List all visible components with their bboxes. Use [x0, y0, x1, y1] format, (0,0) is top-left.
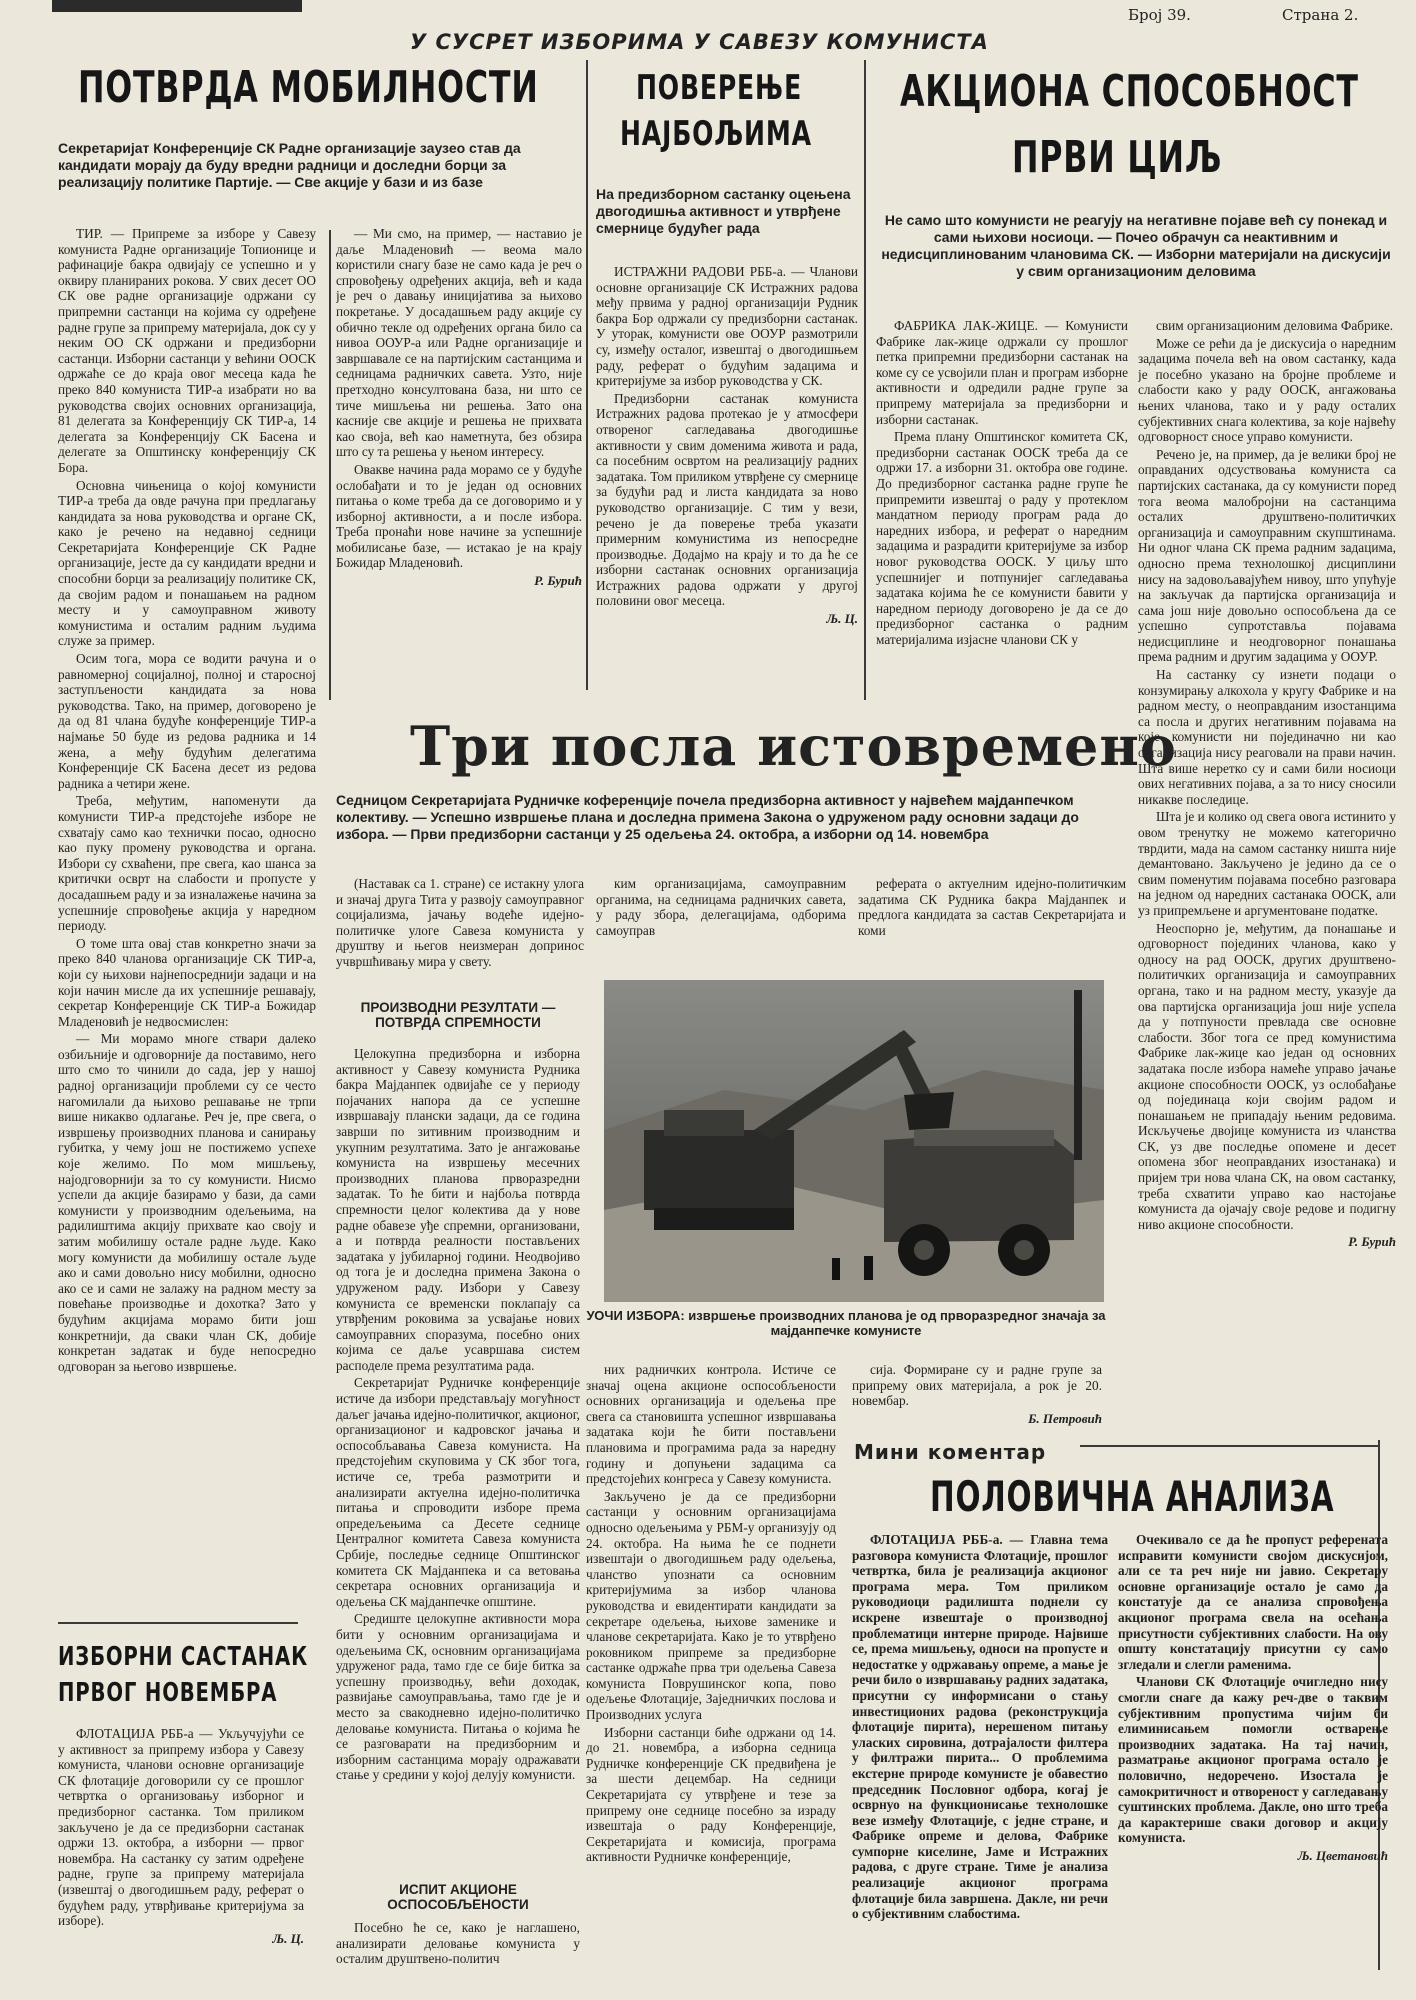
paragraph: свим организационим деловима Фабрике.: [1156, 318, 1394, 333]
article4-column-2: [586, 1362, 836, 1992]
article2-headline-line2: НАЈБОЉИМА: [620, 114, 812, 154]
page-number: Страна 2.: [1282, 6, 1359, 24]
article4-subhead-2: ИСПИТ АКЦИОНЕ ОСПОСОБЉЕНОСТИ: [387, 1882, 529, 1912]
issue-number: Број 39.: [1128, 6, 1191, 24]
article4-column-1: [336, 1046, 580, 1876]
paragraph: На састанку су изнети подаци о конзумирању алкохола у кругу Фабрике и на радном месту, о неоправданим изостанцима са посла и других негативним појавама на које комунисти ни појединачно ни као организација нису реаговали на прави начин. Шта више неретко су и сами били носиоци ових негативних појава, а за то нису сносили никакве последице.: [1138, 667, 1396, 807]
paragraph: ким организацијама, самоуправним органима, на седницама радничких савета, у раду збора, делегацијама, одборима самоуправ: [596, 876, 846, 938]
article3-headline-line1: АКЦИОНА СПОСОБНОСТ: [900, 66, 1359, 117]
paragraph: Шта је и колико од свега овога истинито у овом тренутку не можемо категорично тврдити, мада на самом састанку ништа није демантовано. Закључено је једино да се о свим поменутим појавама посебно разговара на једном од наредних састанака ООСК, али уз припремљене и аргументоване податке.: [1138, 809, 1396, 918]
photo-illustration: [604, 980, 1104, 1302]
column-rule: [864, 60, 866, 700]
article1-lead: Секретаријат Конференције СК Радне организације заузео став да кандидати морају да буду вредни радници и доследни борци за реализацију политике Партије. — Све акције у бази и из базе: [58, 140, 521, 190]
paragraph: сија. Формиране су и радне групе за припрему ових материјала, а рок је 20. новембар.: [852, 1362, 1102, 1409]
article3-column-1: [876, 318, 1128, 698]
paragraph: Речено је, на пример, да је велики број не оправданих одсуствовања комуниста са партијских састанака, да су комунисти поред тога веома малобројни на састанцима осталих друштвено-политичких организација и самоуправним скупштинама. Ни одног члана СК према радним задацима, односно према технолошкој дисциплини нису на задовољавајућем нивоу, што упућује на закључак да партијска организација и сама још није довољно оспособљена да се успешно супротставља појавама недисциплине и неодговорног понашања према радним и другим задацима у ООУР.: [1138, 446, 1396, 665]
paragraph: Осим тога, мора се водити рачуна и о равномерној социјалној, полној и старосној заступљености кандидата за нова руководства. Тако, на пример, договорено је да од 81 члана будуће конференције ТИР-а најмање 50 буде из редова радника и 14 жена, а међу будућим делегатима Конференције СК Басена десет из редова радника а четири жене.: [58, 651, 316, 791]
article1-column-2: [336, 226, 582, 696]
paragraph: Основна чињеница о којој комунисти ТИР-а треба да овде рачуна при предлагању кандидата за нова руководства и органе СК, како је речено на недавној седници Секретаријата Конференције СК Радне организације, јесте да су кандидати вредни и способни борци за реализацију политике СК, да својим радом и понашањем на радном месту и у самоуправном животу комунистима и осталим радним људима служе за пример.: [58, 477, 316, 649]
paragraph: ФЛОТАЦИЈА РББ-а — Укључујући се у активност за припрему избора у Савезу комуниста, чланови основне организације СК флотације договорили су се прошлог четвртка о организовању изборног и предизборног састанка. Том приликом закључено је да се предизборни састанак одржи 13. октобра, а изборни — првог новембра. На састанку су затим одређене радне, групе за припрему материјала (извештај о двогодишњем раду, реферат о будућем раду, утврђивање критеријума за изборе).: [58, 1726, 304, 1929]
paragraph: Целокупна предизборна и изборна активност у Савезу комуниста Рудника бакра Мајданпек одвијаће се у периоду појачаних напора да се успешне извршавају плански задаци, да се година заврши по зитивним производним и укупним резултатима. Зато је ангажовање комуниста на извршењу месечних производних планова прворазредни задатак. То ће бити и најбоља потврда спремности целог колектива да у нове радне обавезе уђе спремни, организовани, а и потврда реалности постављених задатака у јубиларној години. Неодвојиво од тога је и доследна примена Закона о удруженом раду. Избори у Савезу комуниста се временски поклапају са утврђеним роковима за усвајање нових самоуправних споразума, посебно оних којима се даље усавршава систем расподеле према резултатима рада.: [336, 1046, 580, 1373]
article4-top-column-2: [596, 876, 846, 976]
photo-caption: УОЧИ ИЗБОРА: извршење производних планова је од прворазредног значаја за мајданпечке комунисте: [586, 1308, 1106, 1338]
masthead-strip: [52, 0, 302, 12]
article1-signature: Р. Бурић: [534, 573, 582, 589]
article2-headline-line1: ПОВЕРЕЊЕ: [636, 68, 803, 108]
section-rule: [1080, 1445, 1380, 1447]
paragraph: ТИР. — Припреме за изборе у Савезу комуниста Радне организације Топионице и рафинације бакра одвијају се успешно и у оквиру планираних рокова. У свих десет ОО СК ове радне организације одржани су припремни састанци на којима су одређене радне групе за припрему материјала, док су у неким ОО СК одржани и предизборни састанци. Изборни састанци у већини ООСК одржаће се до краја овог месеца када ће преко 840 комуниста ТИР-а изабрати но ва руководства својих основних организација, 81 делегата за Конференцију СК ТИР-а, 14 делегата за Конференцију СК Басена и делегате за Општинску конференцију СК Бора.: [58, 226, 316, 475]
article3-headline-line2: ПРВИ ЦИЉ: [1012, 132, 1223, 183]
paragraph: Предизборни састанак комуниста Истражних радова протекао је у атмосфери отвореног сагледавања двогодишње активности у свим доменима живота и рада, са посебним освртом на реализацију радних задатака. Том приликом утврђене су смернице за будући рад и листа кандидата за ново руководство организације. С тим у вези, речено је да поверење треба указати примерним комунистима из непосредне производње. Додајмо на крају и то да ће се изборни састанак основних организација Истражних радова одржати у другој половини овог месеца.: [596, 390, 858, 609]
article1-column-1: [58, 226, 316, 1614]
paragraph: Овакве начина рада морамо се у будуће ослобађати и то је један од основних питања о коме треба да се договоримо и у изборној активности, а и после избора. Треба пронаћи нове начине за успешније мобилисање базе, — истакао је на крају Божидар Младеновић.: [336, 461, 582, 571]
section-rule: [58, 1622, 298, 1624]
paragraph: Треба, међутим, напоменути да комунисти ТИР-а предстојеће изборе не схватају само као технички посао, односно као пуку промену руководства и органа. Избори су схваћени, пре свега, као шанса за критички осврт на слабости и пропусте у досадашњем раду и за изналажење начина за успешније спровођење акција у наредном периоду.: [58, 793, 316, 934]
article3-signature: Р. Бурић: [1348, 1234, 1396, 1250]
article4-top-column-1: [336, 876, 584, 982]
article2-signature: Љ. Ц.: [826, 611, 858, 627]
article6-kicker: Мини коментар: [854, 1440, 1047, 1464]
paragraph: Може се рећи да је дискусија о наредним задацима почела већ на овом састанку, када је посебно указано на бројне проблеме и слабости како у раду ООСК, ангажовања њених чланова, тако и у раду осталих субјективних снага колектива, за које највећу одговорност сносе управо комунисти.: [1138, 335, 1396, 445]
article1-headline: ПОТВРДА МОБИЛНОСТИ: [78, 62, 539, 113]
article4-top-column-3: [858, 876, 1126, 946]
article4-subhead-1: ПРОИЗВОДНИ РЕЗУЛТАТИ — ПОТВРДА СПРЕМНОСТИ: [360, 1000, 556, 1030]
article5-headline-line1: ИЗБОРНИ САСТАНАК: [58, 1642, 309, 1672]
article2-body: [596, 264, 858, 694]
paragraph: (Наставак са 1. стране) се истакну улога и значај друга Тита у развоју самоуправног социјализма, јачању водеће идејно-политичке улоге Савеза комуниста у друштву и његов неизмеран допринос учвршћивању мира у свету.: [336, 876, 584, 969]
paragraph: реферата о актуелним идејно-политичким задатима СК Рудника бакра Мајданпек и предлога кандидата за састав Секретаријата и коми: [858, 876, 1126, 938]
article5-headline-line2: ПРВОГ НОВЕМБРА: [58, 1678, 278, 1708]
paragraph: Неоспорно је, међутим, да понашање и одговорност појединих чланова, како у односу на рад ООСК, других друштвено-политичких организација и самоуправних органа, тако и на радном месту, указује да ова партијска организација још није успела да у потпуности превлада све основне слабости. Због тога се пред комунистима Фабрике лак-жице као један од основних задатака после избора намеће управо јачање акционе способности ООСК, уз ослобађање од појединаца који својим радом и понашањем не припадају њеним редовима. Искључење двојице комуниста из чланства СК, уз две последње опомене и десет опомена због неоправданих изостанака) и пријем три нова члана СК, на овом састанку, треба схватити управо као настојање комуниста да ојачају своје редове и подигну ниво акционе способности.: [1138, 920, 1396, 1232]
article6-headline: ПОЛОВИЧНА АНАЛИЗА: [930, 1472, 1335, 1521]
article6-column-1: [852, 1532, 1108, 1992]
paragraph: Чланови СК Флотације очигледно нису смогли снаге да кажу реч-две о таквим субјективним пропустима чијим би елиминисањем помогли остварење производних задатака. На тај начин, разматрање акционог програма остало је половично, недоречено. Изостала је самокритичност и отвореност у сагледавању суштинских проблема. Дакле, оно што треба да карактерише сваки договор и акцију комуниста.: [1118, 1674, 1388, 1846]
paragraph: ФЛОТАЦИЈА РББ-а. — Главна тема разговора комуниста Флотације, прошлог четвртка, била је реализација акционог програма мера. Том приликом руководиоци радилишта поднели су искрене извештаје о производној проблематици интерне природе. Највише се, према мишљењу, односи на пропусте и недостатке у одржавању опреме, а мање је речи било о извршавању радних задатака, присутни су информисани о стању инвестиционих радова (реконструкција флотације пирита), нерешеном питању уласких сировина, дотрајалости филтера у филтражи пирита... О проблемима екстерне природе комунисте је обавестио председник Пословног одбора, когај је осврнуо на функционисање технолошке везе између Флотације, с једне стране, и Фабрике опреме и делова, Фабрике сумпорне киселине, Јаме и Истражних радова, с друге стране. Тиме је анализа реализације акционог програма флотације била завршена. Дакле, ни речи о субјективним слабостима.: [852, 1532, 1108, 1922]
paragraph: Према плану Општинског комитета СК, предизборни састанак ООСК треба да се одржи 17. а изборни 31. октобра ове године. До предизборног састанка радне групе ће припремити извештај о раду у протеклом мандатном периоду програм рада до наредних избора, и реферат о наредним задацима и разрадити критеријуме за избор новог руководства ООСК. У циљу што успешнијег и потпунијег сагледавања задатака којима ће се комунисти бавити у наредном периоду договорено је да се до предизборног састанка о радним материјалима изјасне чланови СК у: [876, 429, 1128, 647]
paragraph: Очекивало се да ће пропуст референата исправити комунисти својом дискусијом, али се та реч није ни јавио. Секретару основне организације остало је само да констатује да се анализа спровођења акционог програма свела на осећања присутности субјективних слабости. На ову општу констатацију присутни су само згледали и слегли раменима.: [1118, 1532, 1388, 1672]
article5-signature: Љ. Ц.: [272, 1930, 304, 1946]
paragraph: Закључено је да се предизборни састанци у основним организацијама односно одељењима у РБМ-у организују од 24. октобра. На њима ће се поднети извештаји о двогодишњем раду одељења, чланство упознати са основним критеријумима за избор чланова руководства и евидентирати кандидати за секретаре одељења, њихове заменике и чланове секретаријата. Како је то утврђено роковником припреме за предизборне састанке одржаће прва три одељења Савеза комуниста Поврушинског копа, пово одељење Флотације, Заједничких послова и Производних услуга: [586, 1488, 836, 1723]
article5-body: [58, 1726, 304, 1996]
paragraph: ИСТРАЖНИ РАДОВИ РББ-а. — Чланови основне организације СК Истражних радова међу првима у радној организацији Рудник бакра Бор одржали су предизборни састанак. У уторак, комунисти ове ООУР размотрили су, између осталог, извештај о двогодишњем раду, реферат о будућим задацима и критеријуме за избор руководства у СК.: [596, 264, 858, 389]
article4-headline: Три посла истовремено: [410, 714, 1177, 778]
paragraph: Секретаријат Рудничке конференције истиче да избори представљају могућност даљег јачања идејно-политичког, акционог, организационог и кадровског јачања и оспособљавања Савеза комуниста. На предстојећим скуповима у СК због тога, истиче се, треба размотрити и анализирати актуелна идејно-политичка питања и спроводити изборе према опредељењима са Десете седнице Централног комитета Савеза комуниста Србије, последње седнице Општинског комитета СК Мајданпека и са ветовања секретара основних организација и одељења СК мајданпечке општине.: [336, 1375, 580, 1609]
article2-lead: На предизборном састанку оцењена двогодишња активност и утврђене смернице будућег рада: [596, 186, 851, 236]
article4-signature: Б. Петровић: [1028, 1410, 1102, 1426]
paragraph: ФАБРИКА ЛАК-ЖИЦЕ. — Комунисти Фабрике лак-жице одржали су прошлог петка припремни предизборни састанак на коме су се усвојили план и програм изборне активности и одредили радне групе за припрему материјала за предизборни и изборни састанак.: [876, 318, 1128, 427]
article3-column-2: [1138, 318, 1396, 1436]
paragraph: О томе шта овај став конкретно значи за преко 840 чланова организације СК ТИР-а, који су њихови најнепосреднији задаци и на који начин мисле да их успешније решавају, секретар Конференције СК ТИР-а Божидар Младеновић је недвосмислен:: [58, 935, 316, 1029]
paragraph: — Ми морамо многе ствари далеко озбиљније и одговорније да поставимо, него што смо то чинили до сада, јер у нашој радној организацији проблеми су се често нагомилали да њихово решавање не трпи више никакво одлагање. Реч је, пре свега, о извршењу производних планова и санирању губитка, у чему још не постижемо успехе које желимо. По мом мишљењу, најодговорнији за то су комунисти. Нисмо успели да акције базирамо у бази, да сами комунисти у производним одељењима, на радилиштима акцију прихвате као своју и затим мобилишу остале радне људе. Како могу комунисти да мобилишу остале људе ако и сами довољно нису мобилни, односно ако се и сами не залажу на радном месту за повећање производње и дохотка? Зато у будућим акцијама морамо бити још конкретнији, да сваки члан СК, добије конкретан задатак и буде непосредно одговоран за његово извршење.: [58, 1031, 316, 1374]
article4-lead: Седницом Секретаријата Рудничке коференције почела предизборна активност у највећем мајданпечком колективу. — Успешно извршење плана и доследна примена Закона о удруженом раду основни задаци до избора. — Први предизборни састанци у 25 одељења 24. октобра, а изборни од 14. новембра: [336, 792, 1079, 842]
article6-column-2: [1118, 1532, 1388, 1992]
paragraph: — Ми смо, на пример, — наставио је даље Младеновић — веома мало користили снагу базе не само када је реч о спровођењу одређених акција, већ и када је реч о давању иницијатива за њихово покретање. У досадашњем раду акције су обично текле од одређених органа било са нивоа ООУР-а или Радне организације и завршавале се на партијским састанцима и седницама радничких савета. Узто, није претходно консултована база, ни што се тиче мишљења ни решења. Зато она касније све акције и решења не прихвата као своја, већ као наметнута, без обзира што су та решења у њеном интересу.: [336, 226, 582, 460]
article6-signature: Љ. Цветановић: [1297, 1847, 1388, 1863]
paragraph: Посебно ће се, како је наглашено, анализирати деловање комуниста у осталим друштвено-политич: [336, 1920, 580, 1967]
article4-column-1-end: [336, 1920, 580, 1984]
column-rule: [329, 230, 331, 700]
paragraph: Средиште целокупне активности мора бити у основним организацијама и одељењима СК, основним организацијама удруженог рада, тамо где се бије битка за успешну производњу, већи доходак, развијање самоуправљања, тамо где је и место за свакодневно идејно-политичко деловање комуниста. Питања о којима ће се разговарати на предизборним и изборним састанцима морају одражавати стање у средини у којој делују комунисти.: [336, 1611, 580, 1783]
article3-lead: Не само што комунисти не реагују на негативне појаве већ су понекад и сами њихови носиоци. — Почео обрачун са неактивним и недисциплинованим члановима СК. — Изборни материјали на дискусији у свим организационим деловима: [881, 212, 1391, 279]
article4-column-3: [852, 1362, 1102, 1452]
paragraph: Изборни састанци биће одржани од 14. до 21. новембра, а изборна седница Рудничке конференције СК предвиђена је за шести децембар. На седници Секретаријата су утврђене и тезе за припрему оне седнице посебно за израду извештаја о раду Конференције, Секретаријата и комисија, програма активности Рудничке конференције,: [586, 1724, 836, 1865]
mining-excavator-photo: [604, 980, 1104, 1302]
series-title: У СУСРЕТ ИЗБОРИМА У САВЕЗУ КОМУНИСТА: [410, 30, 989, 54]
paragraph: них радничких контрола. Истиче се значај оцена акционе оспособљености основних организација и одељења пре свега са становишта успешног извршавања задатака који ће бити постављени плановима и програмима рада за наредну годину и допуњени задацима са предстојећих конгреса у Савезу комуниста.: [586, 1362, 836, 1487]
column-rule: [586, 60, 588, 690]
